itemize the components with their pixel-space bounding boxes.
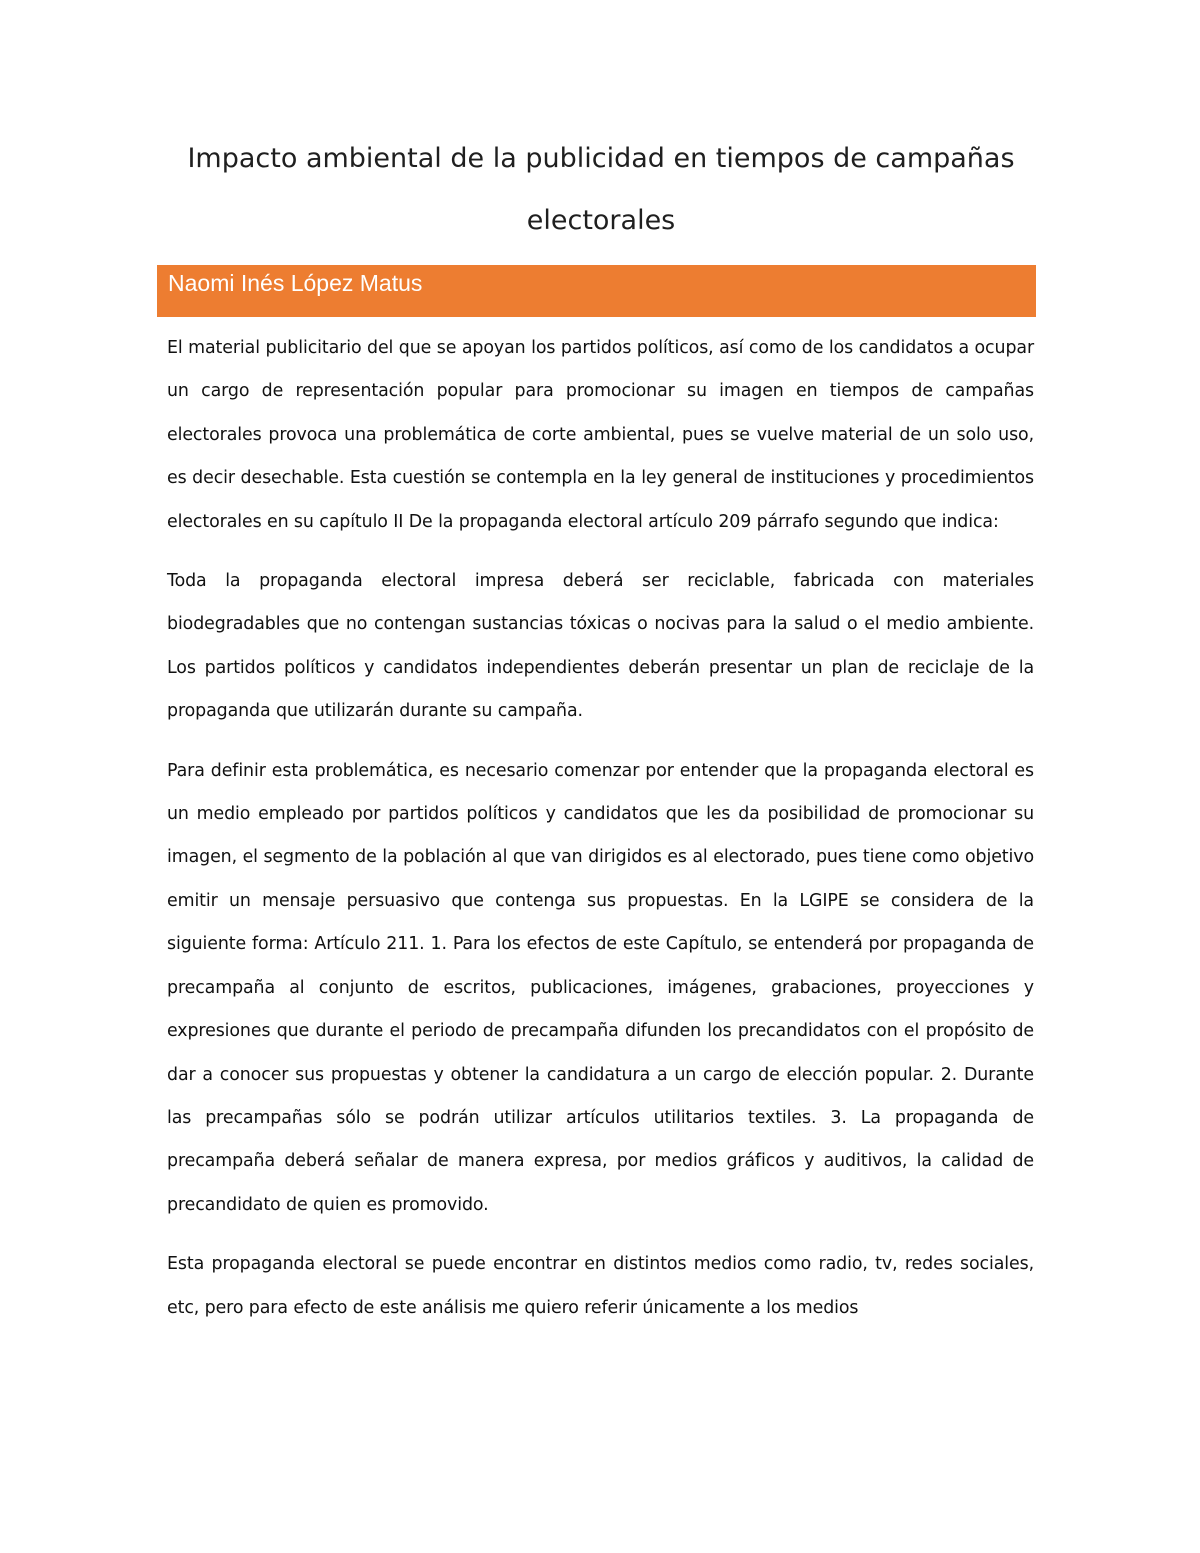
paragraph-4: Esta propaganda electoral se puede encontrar en distintos medios como radio, tv, redes sociales, etc, pero para efecto de este análisis me quiero referir únicamente a los medios: [167, 1254, 1034, 1318]
author-banner: [157, 265, 1036, 317]
paragraph-1: El material publicitario del que se apoyan los partidos políticos, así como de los candidatos a ocupar un cargo de representación popular para promocionar su imagen en tiempos de campañas electorales provoca una problemática de corte ambiental, pues se vuelve material de un solo uso, es decir desechable. Esta cuestión se contempla en la ley general de instituciones y procedimientos electorales en su capítulo II De la propaganda electoral artículo 209 párrafo segundo que indica:: [167, 338, 1034, 532]
author-name: Naomi Inés López Matus: [168, 270, 423, 296]
paragraph-3: Para definir esta problemática, es necesario comenzar por entender que la propaganda electoral es un medio empleado por partidos políticos y candidatos que les da posibilidad de promocionar su imagen, el segmento de la población al que van dirigidos es al electorado, pues tiene como objetivo emitir un mensaje persuasivo que contenga sus propuestas. En la LGIPE se considera de la siguiente forma: Artículo 211. 1. Para los efectos de este Capítulo, se entenderá por propaganda de precampaña al conjunto de escritos, publicaciones, imágenes, grabaciones, proyecciones y expresiones que durante el periodo de precampaña difunden los precandidatos con el propósito de dar a conocer sus propuestas y obtener la candidatura a un cargo de elección popular. 2. Durante las precampañas sólo se podrán utilizar artículos utilitarios textiles. 3. La propaganda de precampaña deberá señalar de manera expresa, por medios gráficos y auditivos, la calidad de precandidato de quien es promovido.: [167, 760, 1034, 1215]
paragraph-2-quote: Toda la propaganda electoral impresa deberá ser reciclable, fabricada con materiales biodegradables que no contengan sustancias tóxicas o nocivas para la salud o el medio ambiente. Los partidos políticos y candidatos independientes deberán presentar un plan de reciclaje de la propaganda que utilizarán durante su campaña.: [167, 571, 1034, 722]
document-title: Impacto ambiental de la publicidad en tiempos de campañas electorales: [187, 143, 1015, 236]
document-body: [167, 327, 1034, 1346]
